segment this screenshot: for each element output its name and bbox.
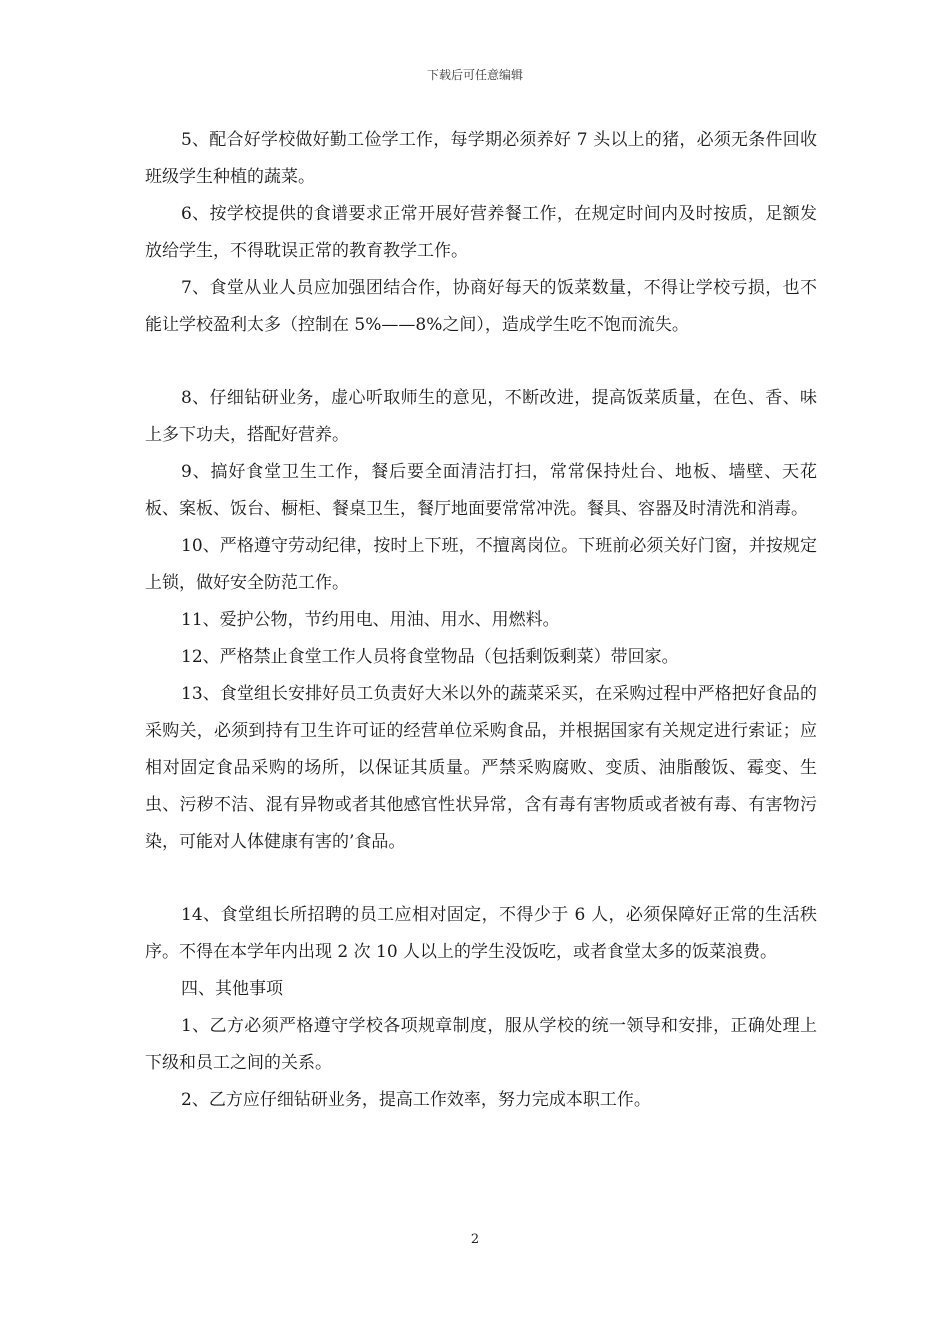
paragraph-gap xyxy=(145,344,817,380)
paragraph-item-7: 7、食堂从业人员应加强团结合作，协商好每天的饭菜数量，不得让学校亏损，也不能让学校盈利太多（控制在 5%——8%之间），造成学生吃不饱而流失。 xyxy=(145,278,817,335)
paragraph-other-2: 2、乙方应仔细钻研业务，提高工作效率，努力完成本职工作。 xyxy=(181,1090,651,1110)
section-heading-other-matters: 四、其他事项 xyxy=(181,979,283,999)
document-body xyxy=(145,122,817,1119)
paragraph-item-10: 10、严格遵守劳动纪律，按时上下班，不擅离岗位。下班前必须关好门窗，并按规定上锁，做好安全防范工作。 xyxy=(145,536,817,593)
paragraph-item-5: 5、配合好学校做好勤工俭学工作，每学期必须养好 7 头以上的猪，必须无条件回收班级学生种植的蔬菜。 xyxy=(145,130,817,187)
paragraph-item-14: 14、食堂组长所招聘的员工应相对固定，不得少于 6 人，必须保障好正常的生活秩序。不得在本学年内出现 2 次 10 人以上的学生没饭吃，或者食堂太多的饭菜浪费。 xyxy=(145,905,817,962)
paragraph-gap xyxy=(145,861,817,897)
paragraph-other-1: 1、乙方必须严格遵守学校各项规章制度，服从学校的统一领导和安排，正确处理上下级和员工之间的关系。 xyxy=(145,1016,817,1073)
paragraph-item-8: 8、仔细钻研业务，虚心听取师生的意见，不断改进，提高饭菜质量，在色、香、味上多下功夫，搭配好营养。 xyxy=(145,388,817,445)
paragraph-item-11: 11、爱护公物，节约用电、用油、用水、用燃料。 xyxy=(181,610,560,630)
paragraph-item-12: 12、严格禁止食堂工作人员将食堂物品（包括剩饭剩菜）带回家。 xyxy=(181,647,679,667)
page-number: 2 xyxy=(470,1232,480,1247)
paragraph-item-9: 9、搞好食堂卫生工作，餐后要全面清洁打扫，常常保持灶台、地板、墙壁、天花板、案板、饭台、橱柜、餐桌卫生，餐厅地面要常常冲洗。餐具、容器及时清洗和消毒。 xyxy=(145,462,817,519)
header-note: 下载后可任意编辑 xyxy=(426,68,523,82)
paragraph-item-6: 6、按学校提供的食谱要求正常开展好营养餐工作，在规定时间内及时按质，足额发放给学生，不得耽误正常的教育教学工作。 xyxy=(145,204,817,261)
paragraph-item-13: 13、食堂组长安排好员工负责好大米以外的蔬菜采买，在采购过程中严格把好食品的采购关，必须到持有卫生许可证的经营单位采购食品，并根据国家有关规定进行索证；应相对固定食品采购的场所，以保证其质量。严禁采购腐败、变质、油脂酸饭、霉变、生虫、污秽不洁、混有异物或者其他感官性状异常，含有毒有害物质或者被有毒、有害物污染，可能对人体健康有害的’食品。 xyxy=(145,684,817,852)
